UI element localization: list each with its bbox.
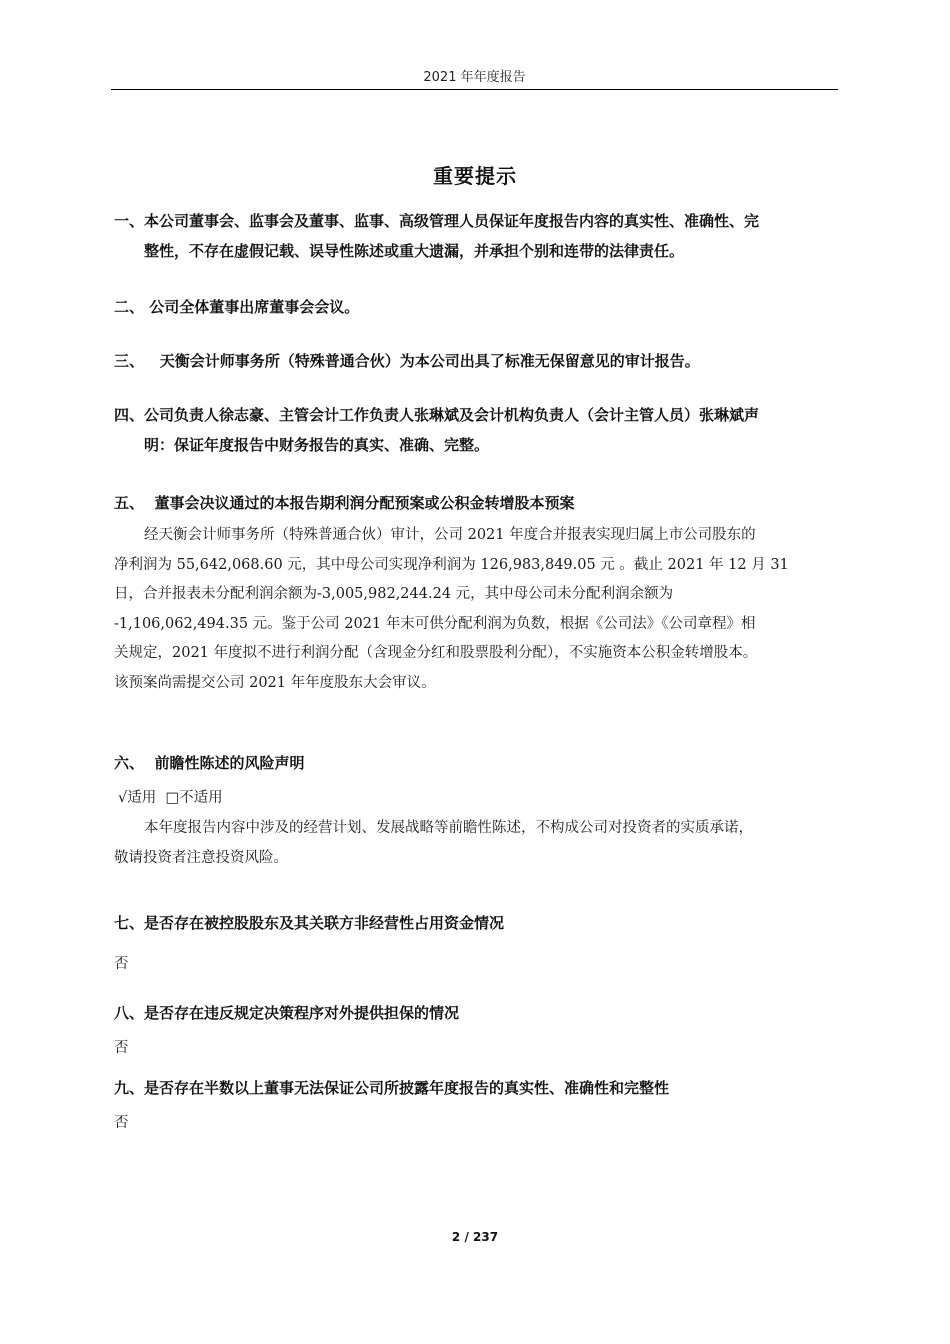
notice-item-2 — [114, 292, 838, 322]
notice-item-5 — [114, 488, 838, 518]
para-line: 该预案尚需提交公司 2021 年年度股东大会审议。 — [114, 674, 436, 691]
answer-7: 否 — [114, 956, 129, 972]
item-text: 天衡会计师事务所（特殊普通合伙）为本公司出具了标准无保留意见的审计报告。 — [159, 352, 700, 370]
notice-item-3 — [114, 346, 838, 376]
para-line: 净利润为 55,642,068.60 元，其中母公司实现净利润为 126,983,849.05 元 。截止 2021 年 12 月 31 — [114, 556, 789, 573]
para-line: -1,106,062,494.35 元。鉴于公司 2021 年末可供分配利润为负数，根据《公司法》《公司章程》相 — [114, 615, 756, 632]
notice-item-8 — [114, 998, 838, 1028]
not-applicable-option: □不适用 — [165, 790, 223, 806]
notice-item-4 — [114, 400, 838, 460]
item-text: 公司全体董事出席董事会会议。 — [149, 298, 360, 316]
item-text: 是否存在违反规定决策程序对外提供担保的情况 — [144, 1004, 460, 1022]
item-text: 前瞻性陈述的风险声明 — [154, 754, 305, 772]
item-text: 是否存在被控股股东及其关联方非经营性占用资金情况 — [144, 914, 505, 932]
para-line: 关规定，2021 年度拟不进行利润分配（含现金分红和股票股利分配），不实施资本公积金转增股本。 — [114, 645, 758, 661]
item-text: 董事会决议通过的本报告期利润分配预案或公积金转增股本预案 — [154, 494, 575, 512]
applicable-option: √适用 — [118, 790, 157, 806]
notice-item-7 — [114, 908, 838, 938]
item-number: 三、 — [114, 352, 145, 370]
item-number: 四、 — [114, 406, 145, 424]
item-number: 七、 — [114, 914, 145, 932]
header-rule — [111, 89, 838, 90]
item-number: 八、 — [114, 1004, 145, 1022]
item-number: 五、 — [114, 494, 145, 512]
notice-item-9 — [114, 1073, 838, 1103]
applicability-options — [118, 786, 223, 807]
para-line: 经天衡会计师事务所（特殊普通合伙）审计，公司 2021 年度合并报表实现归属上市公司股东的 — [144, 527, 756, 543]
answer-8: 否 — [114, 1040, 129, 1056]
item-text-line2: 整性，不存在虚假记载、误导性陈述或重大遗漏，并承担个别和连带的法律责任。 — [144, 242, 685, 260]
para-line: 日，合并报表未分配利润余额为-3,005,982,244.24 元，其中母公司未分配利润余额为 — [114, 586, 674, 602]
page-title: 重要提示 — [433, 164, 517, 188]
para-line: 敬请投资者注意投资风险。 — [114, 849, 288, 866]
item-number: 一、 — [114, 212, 145, 230]
para-line: 本年度报告内容中涉及的经营计划、发展战略等前瞻性陈述，不构成公司对投资者的实质承诺， — [144, 820, 753, 836]
notice-item-1 — [114, 206, 838, 266]
risk-statement-paragraph — [114, 814, 838, 873]
notice-item-6 — [114, 748, 838, 778]
item-number: 九、 — [114, 1079, 145, 1097]
answer-9: 否 — [114, 1115, 129, 1131]
item-text-line1: 本公司董事会、监事会及董事、监事、高级管理人员保证年度报告内容的真实性、准确性、完 — [144, 212, 760, 230]
item-number: 六、 — [114, 754, 145, 772]
item-text-line1: 公司负责人徐志豪、主管会计工作负责人张琳斌及会计机构负责人（会计主管人员）张琳斌声 — [144, 406, 760, 424]
item-text: 是否存在半数以上董事无法保证公司所披露年度报告的真实性、准确性和完整性 — [144, 1079, 670, 1097]
page-number: 2 / 237 — [451, 1230, 499, 1244]
profit-distribution-paragraph — [114, 521, 838, 698]
item-number: 二、 — [114, 298, 145, 316]
running-header: 2021 年年度报告 — [423, 70, 526, 85]
item-text-line2: 明：保证年度报告中财务报告的真实、准确、完整。 — [144, 436, 490, 454]
